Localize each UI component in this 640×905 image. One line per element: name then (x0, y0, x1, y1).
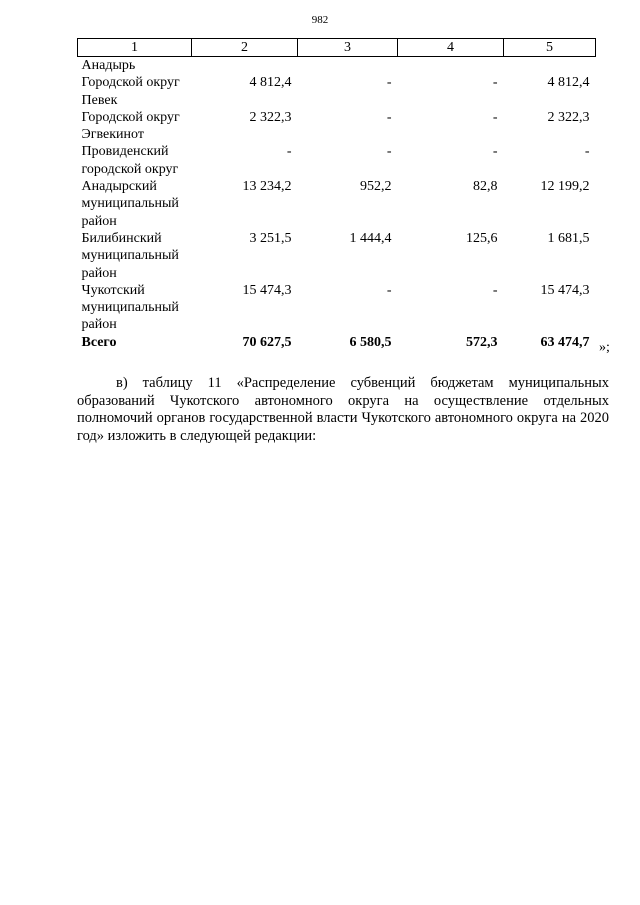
cell-col4: 125,6 (466, 230, 498, 246)
column-header: 5 (504, 39, 596, 57)
amendment-paragraph: в) таблицу 11 «Распределение субвенций бюджетам муниципальных образований Чукотского автономного округа на осуществление отдельных полномочий органов государственной власти Чукотского автономного округа на 2020 год» изложить в следующей редакции: (77, 375, 609, 444)
table-row (78, 57, 596, 75)
cell-col2: - (286, 144, 292, 160)
cell-col2: 15 474,3 (242, 282, 292, 298)
cell-col3: 1 444,4 (349, 230, 392, 246)
table-header-row (78, 39, 596, 57)
cell-col3: - (386, 109, 392, 125)
column-header: 1 (78, 39, 192, 57)
table-row (78, 230, 596, 282)
row-name: Анадырский муниципальный район (81, 179, 179, 229)
row-name: Билибинский муниципальный район (81, 230, 179, 281)
table-row (78, 178, 596, 230)
cell-col2: 4 812,4 (249, 75, 292, 91)
cell-col5: 1 681,5 (547, 230, 590, 246)
table-row (78, 109, 596, 144)
row-name: Городской округ Певек (81, 75, 180, 108)
column-header: 3 (298, 39, 398, 57)
subsidy-table (77, 38, 596, 351)
closing-quote: »; (599, 340, 610, 355)
table-row (78, 143, 596, 178)
cell-col5: 15 474,3 (540, 282, 590, 298)
row-name: Провиденский городской округ (81, 144, 179, 177)
cell-col4: - (492, 144, 498, 160)
total-row (78, 334, 596, 351)
total-col3: 6 580,5 (349, 334, 392, 350)
total-label: Всего (81, 334, 117, 350)
cell-col2: 2 322,3 (249, 109, 292, 125)
total-col5: 63 474,7 (540, 334, 590, 350)
cell-col3: - (386, 144, 392, 160)
cell-col5: - (584, 144, 590, 160)
total-col4: 572,3 (466, 334, 498, 350)
cell-col4: - (492, 282, 498, 298)
cell-col2: 3 251,5 (249, 230, 292, 246)
cell-col3: 952,2 (360, 179, 392, 195)
cell-col3: - (386, 75, 392, 91)
column-header: 2 (192, 39, 298, 57)
row-name: Городской округ Эгвекинот (81, 109, 180, 143)
cell-col4: 82,8 (473, 179, 498, 195)
total-col2: 70 627,5 (242, 334, 292, 350)
cell-col5: 4 812,4 (547, 75, 590, 91)
cell-col4: - (492, 75, 498, 91)
cell-col2: 13 234,2 (242, 179, 292, 195)
page-number: 982 (311, 14, 329, 26)
cell-col5: 2 322,3 (547, 109, 590, 125)
row-name: Чукотский муниципальный район (81, 282, 179, 333)
table-row (78, 74, 596, 109)
row-name: Анадырь (81, 58, 136, 73)
cell-col5: 12 199,2 (540, 179, 590, 195)
cell-col3: - (386, 282, 392, 298)
cell-col4: - (492, 109, 498, 125)
column-header: 4 (398, 39, 504, 57)
table-row (78, 282, 596, 334)
